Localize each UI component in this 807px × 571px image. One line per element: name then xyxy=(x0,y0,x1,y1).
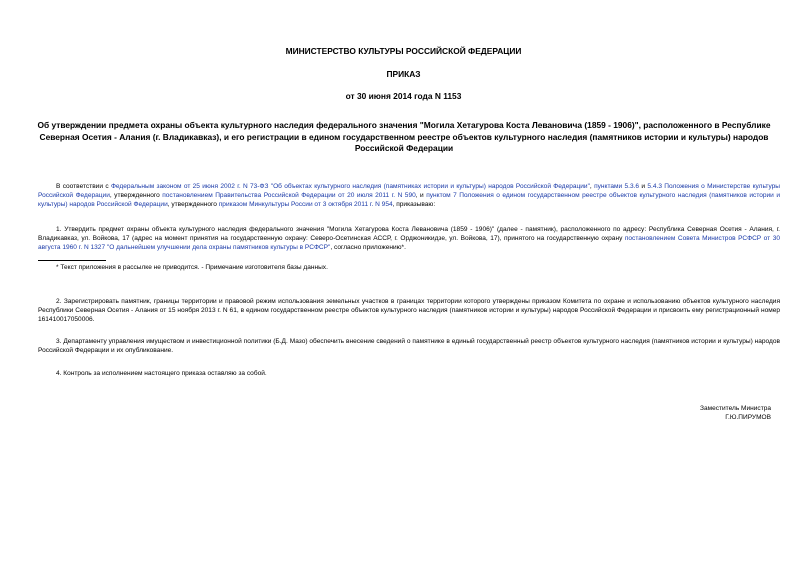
preamble-paragraph xyxy=(38,183,780,209)
preamble-text: , и xyxy=(415,191,427,199)
preamble-text: , утвержденного xyxy=(109,191,163,199)
doc-type-heading: ПРИКАЗ xyxy=(386,69,421,79)
signatory-position: Заместитель Министра xyxy=(699,405,771,412)
preamble-text: , утвержденного xyxy=(167,200,219,208)
preamble-text: и xyxy=(639,183,648,190)
preamble-text: В соответствии с xyxy=(56,183,111,190)
registry-regulation-link[interactable]: пунктом 7 Положения о едином государственном реестре объектов культурного наследия (памятников истории и культуры) народов Российской Федерации xyxy=(38,191,780,208)
federal-law-link[interactable]: Федеральным законом от 25 июня 2002 г. N 73-ФЗ "Об объектах культурного наследия (памятниках истории и культуры) народов Российской Федерации" xyxy=(110,183,590,190)
date-number-heading: от 30 июня 2014 года N 1153 xyxy=(345,91,462,101)
item-1-paragraph xyxy=(38,226,780,252)
item-1-text: , согласно приложению*. xyxy=(330,243,406,251)
item-4-paragraph: 4. Контроль за исполнением настоящего приказа оставляю за собой. xyxy=(56,370,267,377)
ministry-regulation-link[interactable]: 5.4.3 Положения о Министерстве культуры Российской Федерации xyxy=(38,183,781,199)
preamble-text: , приказываю: xyxy=(392,200,436,208)
ministry-heading: МИНИСТЕРСТВО КУЛЬТУРЫ РОССИЙСКОЙ ФЕДЕРАЦИИ xyxy=(285,46,522,56)
clause-536-link[interactable]: пунктами 5.3.6 xyxy=(594,183,640,190)
item-1-text: 1. Утвердить предмет охраны объекта культурного наследия федерального значения "Могила Хетагурова Коста Левановича (1859 - 1906)" (далее - памятник), расположенного по адресу: Республика Северная Осетия - Алания, г. Владикавказ, ул. Войкова, 17 (адрес на момент принятия на государственную охрану: Северо-Осетинская АССР, г. Орджоникидзе, ул. Войкова, 17), принятого на государственную охрану xyxy=(38,226,780,242)
signature-block xyxy=(700,404,771,422)
footnote-text: * Текст приложения в рассылке не приводится. - Примечание изготовителя базы данных. xyxy=(56,264,328,271)
council-resolution-link[interactable]: постановлением Совета Министров РСФСР от 30 августа 1960 г. N 1327 "О дальнейшем улучшении дела охраны памятников культуры в РСФСР" xyxy=(38,234,780,251)
footnote-divider xyxy=(38,260,106,261)
item-2-paragraph: 2. Зарегистрировать памятник, границы территории и правовой режим использования земельных участков в границах территории которого утверждены приказом Комитета по охране и использованию объектов культурного наследия Республики Северная Осетия - Алания от 15 ноября 2013 г. N 61, в едином государственном реестре объектов культурного наследия (памятников истории и культуры) народов Российской Федерации и присвоить ему регистрационный номер 161410017050006. xyxy=(38,298,780,323)
item-3-paragraph: 3. Департаменту управления имуществом и инвестиционной политики (Б.Д. Мазо) обеспечить внесение сведений о памятнике в единый государственный реестр объектов культурного наследия (памятников истории и культуры) народов Российской Федерации и их опубликование. xyxy=(38,338,780,354)
government-decree-link[interactable]: постановлением Правительства Российской Федерации от 20 июля 2011 г. N 590 xyxy=(162,191,416,199)
signatory-name: Г.Ю.ПИРУМОВ xyxy=(725,414,771,421)
ministry-order-link[interactable]: приказом Минкультуры России от 3 октября 2011 г. N 954 xyxy=(218,200,393,208)
preamble-text: , xyxy=(589,183,595,190)
document-subject-title: Об утверждении предмета охраны объекта культурного наследия федерального значения "Могила Хетагурова Коста Левановича (1859 - 1906)", расположенного в Республике Северная Осетия - Алания (г. Владикавказ), и его регистрации в едином государственном реестре объектов культурного наследия (памятников истории и культуры) народов Российской Федерации xyxy=(37,120,771,153)
